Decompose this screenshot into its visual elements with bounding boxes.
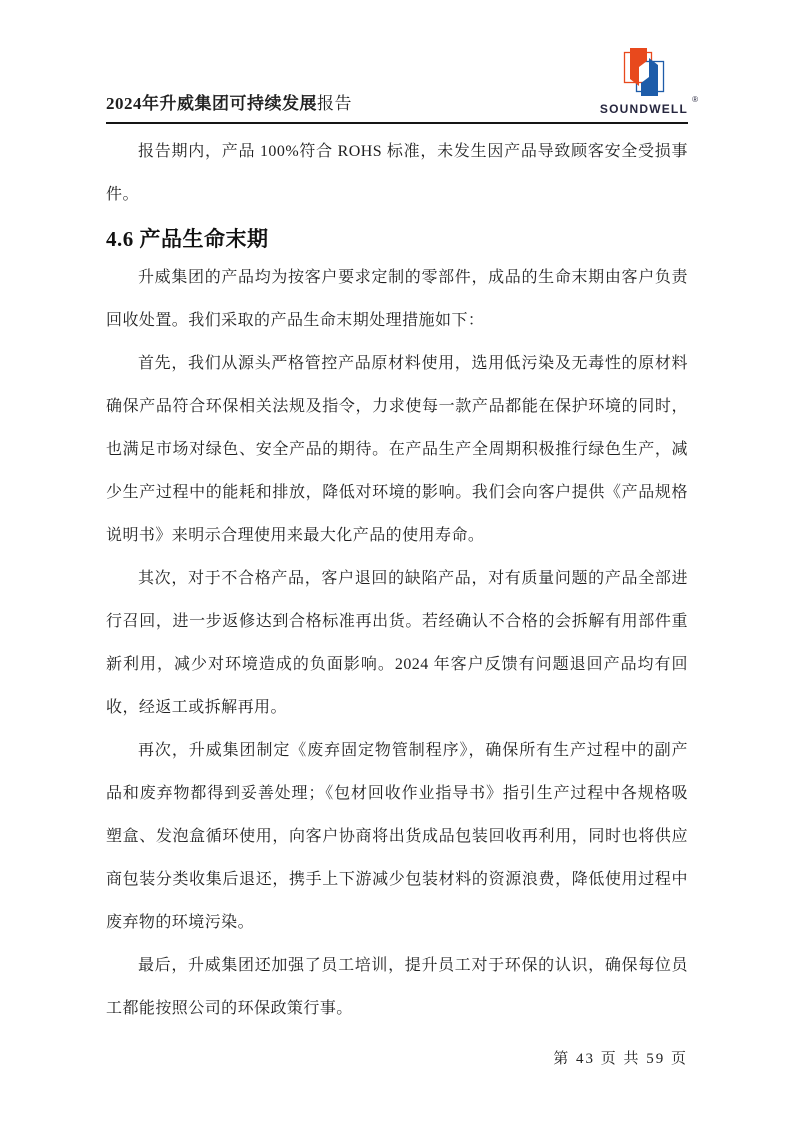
registered-trademark-mark: ® (692, 95, 698, 104)
page-number: 第 43 页 共 59 页 (553, 1051, 688, 1067)
paragraph-last: 最后，升威集团还加强了员工培训，提升员工对于环保的认识，确保每位员工都能按照公司的环保政策行事。 (106, 957, 688, 1018)
paragraph-third: 再次，升威集团制定《废弃固定物管制程序》，确保所有生产过程中的副产品和废弃物都得到妥善处理；《包材回收作业指导书》指引生产过程中各规格吸塑盒、发泡盒循环使用，向客户协商将出货成品包装回收再利用，同时也将供应商包装分类收集后退还，携手上下游减少包装材料的资源浪费，降低使用过程中废弃物的环境污染。 (106, 742, 688, 932)
report-title-suffix: 报告 (317, 93, 352, 113)
section-heading-4-6: 4.6 产品生命末期 (106, 227, 269, 251)
paragraph-first: 首先，我们从源头严格管控产品原材料使用，选用低污染及无毒性的原材料确保产品符合环保相关法规及指令，力求使每一款产品都能在保护环境的同时，也满足市场对绿色、安全产品的期待。在产品生产全周期积极推行绿色生产，减少生产过程中的能耗和排放，降低对环境的影响。我们会向客户提供《产品规格说明书》来明示合理使用来最大化产品的使用寿命。 (106, 355, 688, 545)
company-logo (599, 44, 698, 116)
brand-name: SOUNDWELL (599, 102, 688, 116)
report-body (106, 130, 688, 1030)
paragraph-intro: 报告期内，产品 100%符合 ROHS 标准，未发生因产品导致顾客安全受损事件。 (106, 143, 688, 203)
paragraph-second: 其次，对于不合格产品，客户退回的缺陷产品，对有质量问题的产品全部进行召回，进一步返修达到合格标准再出货。若经确认不合格的会拆解有用部件重新利用，减少对环境造成的负面影响。2024 年客户反馈有问题退回产品均有回收，经返工或拆解再用。 (106, 570, 688, 717)
page-header (106, 0, 698, 124)
report-title-main: 2024年升威集团可持续发展 (106, 93, 317, 113)
soundwell-logo-icon (620, 44, 668, 100)
soundwell-wordmark (599, 95, 698, 116)
paragraph-overview: 升威集团的产品均为按客户要求定制的零部件，成品的生命末期由客户负责回收处置。我们采取的产品生命末期处理措施如下： (106, 269, 688, 330)
report-title (106, 93, 352, 115)
